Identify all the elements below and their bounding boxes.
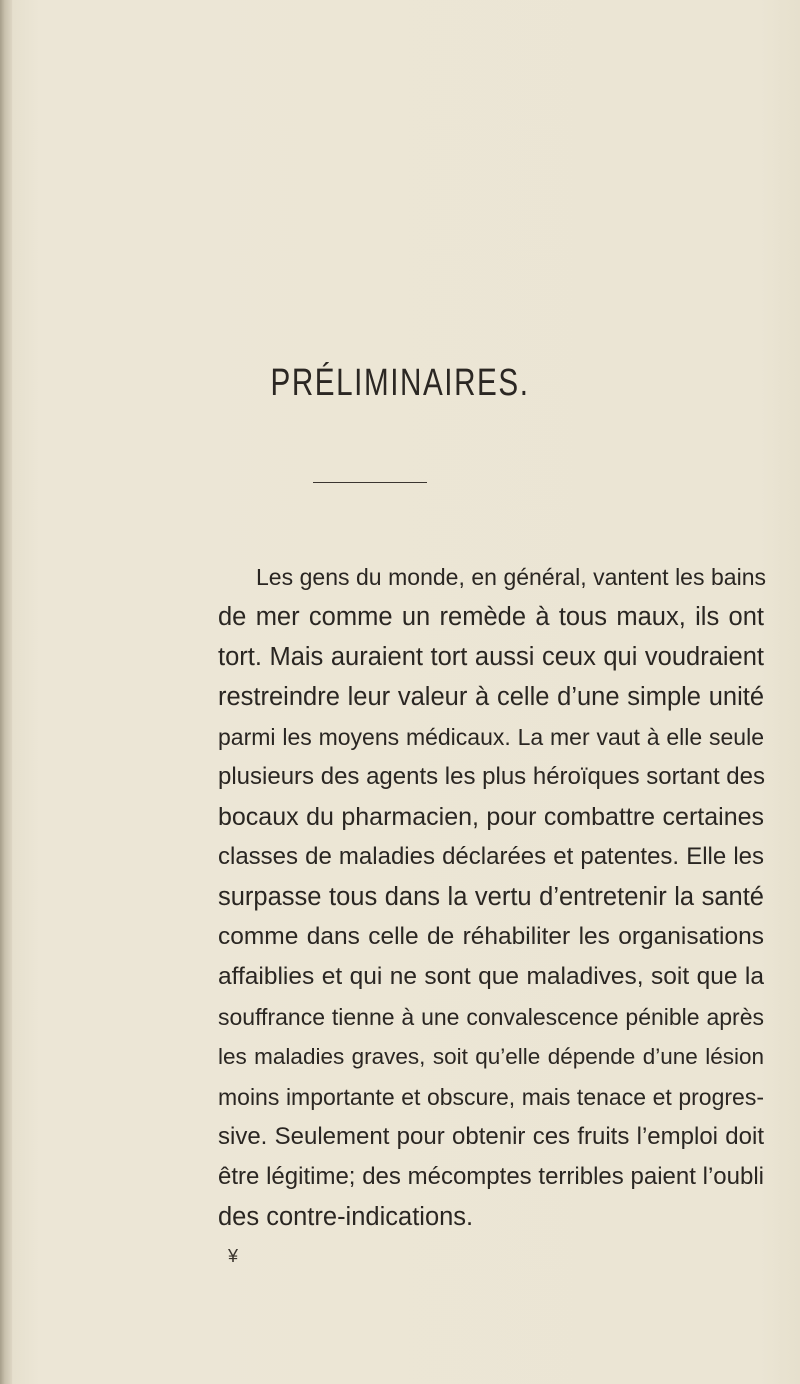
paragraph-line: de mer comme un remède à tous maux, ils ont bbox=[218, 603, 764, 631]
paragraph-line: les maladies graves, soit qu’elle dépende d’une lésion bbox=[218, 1044, 764, 1069]
paragraph-line: bocaux du pharmacien, pour combattre certaines bbox=[218, 803, 764, 831]
paragraph-line: tort. Mais auraient tort aussi ceux qui voudraient bbox=[218, 643, 764, 671]
title-rule bbox=[313, 482, 427, 483]
paragraph-line: classes de maladies déclarées et patentes. Elle les bbox=[218, 843, 764, 870]
paragraph-line: comme dans celle de réhabiliter les organisations bbox=[218, 923, 764, 950]
paragraph-line: restreindre leur valeur à celle d’une simple unité bbox=[218, 683, 764, 711]
page-title: PRÉLIMINAIRES. bbox=[270, 362, 530, 404]
margin-mark: ¥ bbox=[228, 1246, 239, 1266]
paragraph-line: sive. Seulement pour obtenir ces fruits l’emploi doit bbox=[218, 1123, 764, 1150]
paragraph-line: être légitime; des mécomptes terribles paient l’oubli bbox=[218, 1163, 764, 1190]
paragraph-line: souffrance tienne à une convalescence pénible après bbox=[218, 1004, 764, 1030]
paragraph-line: des contre-indications. bbox=[218, 1203, 474, 1231]
book-gutter bbox=[0, 0, 12, 1384]
paragraph-line: parmi les moyens médicaux. La mer vaut à elle seule bbox=[218, 724, 764, 750]
paragraph-line: Les gens du monde, en général, vantent les bains bbox=[256, 564, 766, 590]
paragraph-line: surpasse tous dans la vertu d’entretenir la santé bbox=[218, 883, 764, 911]
paragraph-line: moins importante et obscure, mais tenace et progres- bbox=[218, 1084, 764, 1110]
paragraph-line: affaiblies et qui ne sont que maladives, soit que la bbox=[218, 963, 764, 990]
paragraph-line: plusieurs des agents les plus héroïques sortant des bbox=[218, 763, 765, 790]
